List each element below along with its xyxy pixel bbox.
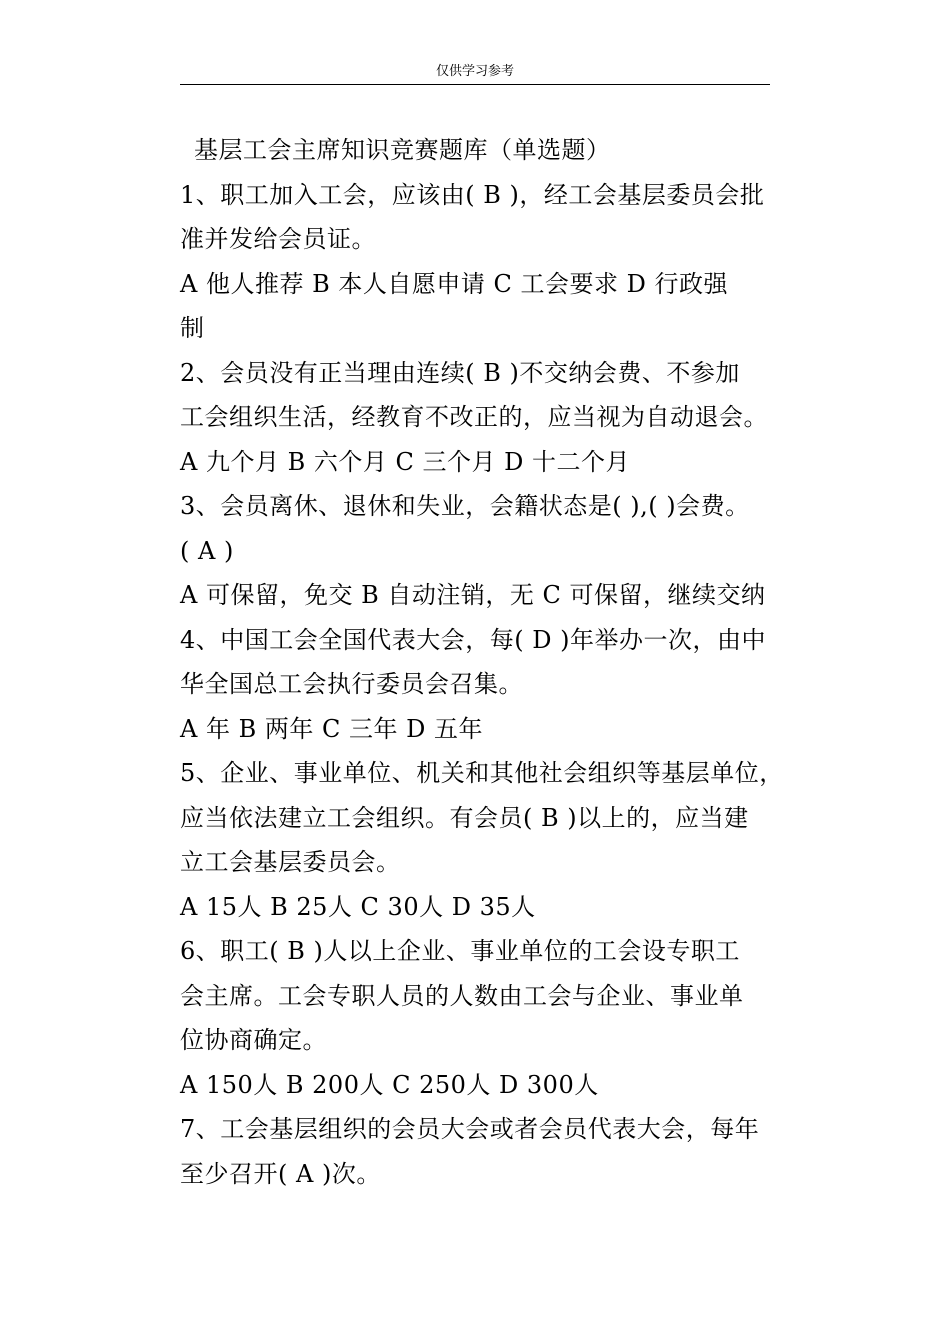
question-3-options: A 可保留，免交 B 自动注销，无 C 可保留，继续交纳 <box>180 581 766 609</box>
page-header: 仅供学习参考 <box>180 62 770 85</box>
question-7-text: 至少召开( A )次。 <box>180 1159 381 1188</box>
question-5-text: 5、企业、事业单位、机关和其他社会组织等基层单位， <box>180 759 784 787</box>
question-6-text: 会主席。工会专职人员的人数由工会与企业、事业单 <box>180 981 744 1010</box>
document-body <box>180 128 784 1196</box>
question-6-text: 位协商确定。 <box>180 1026 327 1054</box>
question-2-text: 工会组织生活，经教育不改正的，应当视为自动退会。 <box>180 403 768 431</box>
question-1-options: 制 <box>180 314 205 342</box>
question-5-text: 应当依法建立工会组织。有会员( B )以上的，应当建 <box>180 803 749 832</box>
question-7-text: 7、工会基层组织的会员大会或者会员代表大会，每年 <box>180 1115 760 1143</box>
question-5-options: A 15人 B 25人 C 30人 D 35人 <box>180 892 536 921</box>
question-2-text: 2、会员没有正当理由连续( B )不交纳会费、不参加 <box>180 358 740 387</box>
question-6-text: 6、职工( B )人以上企业、事业单位的工会设专职工 <box>180 937 740 965</box>
question-3-text: 3、会员离休、退休和失业，会籍状态是( ),( )会费。 <box>180 492 750 520</box>
question-4-text: 4、中国工会全国代表大会，每( D )年举办一次，由中 <box>180 625 766 654</box>
question-3-answer: ( A ) <box>180 536 234 565</box>
question-1-options: A 他人推荐 B 本人自愿申请 C 工会要求 D 行政强 <box>180 269 728 298</box>
document-title: 基层工会主席知识竞赛题库（单选题） <box>194 136 611 164</box>
question-5-text: 立工会基层委员会。 <box>180 848 401 876</box>
question-6-options: A 150人 B 200人 C 250人 D 300人 <box>180 1070 599 1099</box>
question-2-options: A 九个月 B 六个月 C 三个月 D 十二个月 <box>180 447 630 476</box>
question-1-text: 1、职工加入工会，应该由( B )，经工会基层委员会批 <box>180 180 765 209</box>
question-4-options: A 年 B 两年 C 三年 D 五年 <box>180 714 483 743</box>
question-4-text: 华全国总工会执行委员会召集。 <box>180 670 523 698</box>
question-1-text: 准并发给会员证。 <box>180 225 376 253</box>
